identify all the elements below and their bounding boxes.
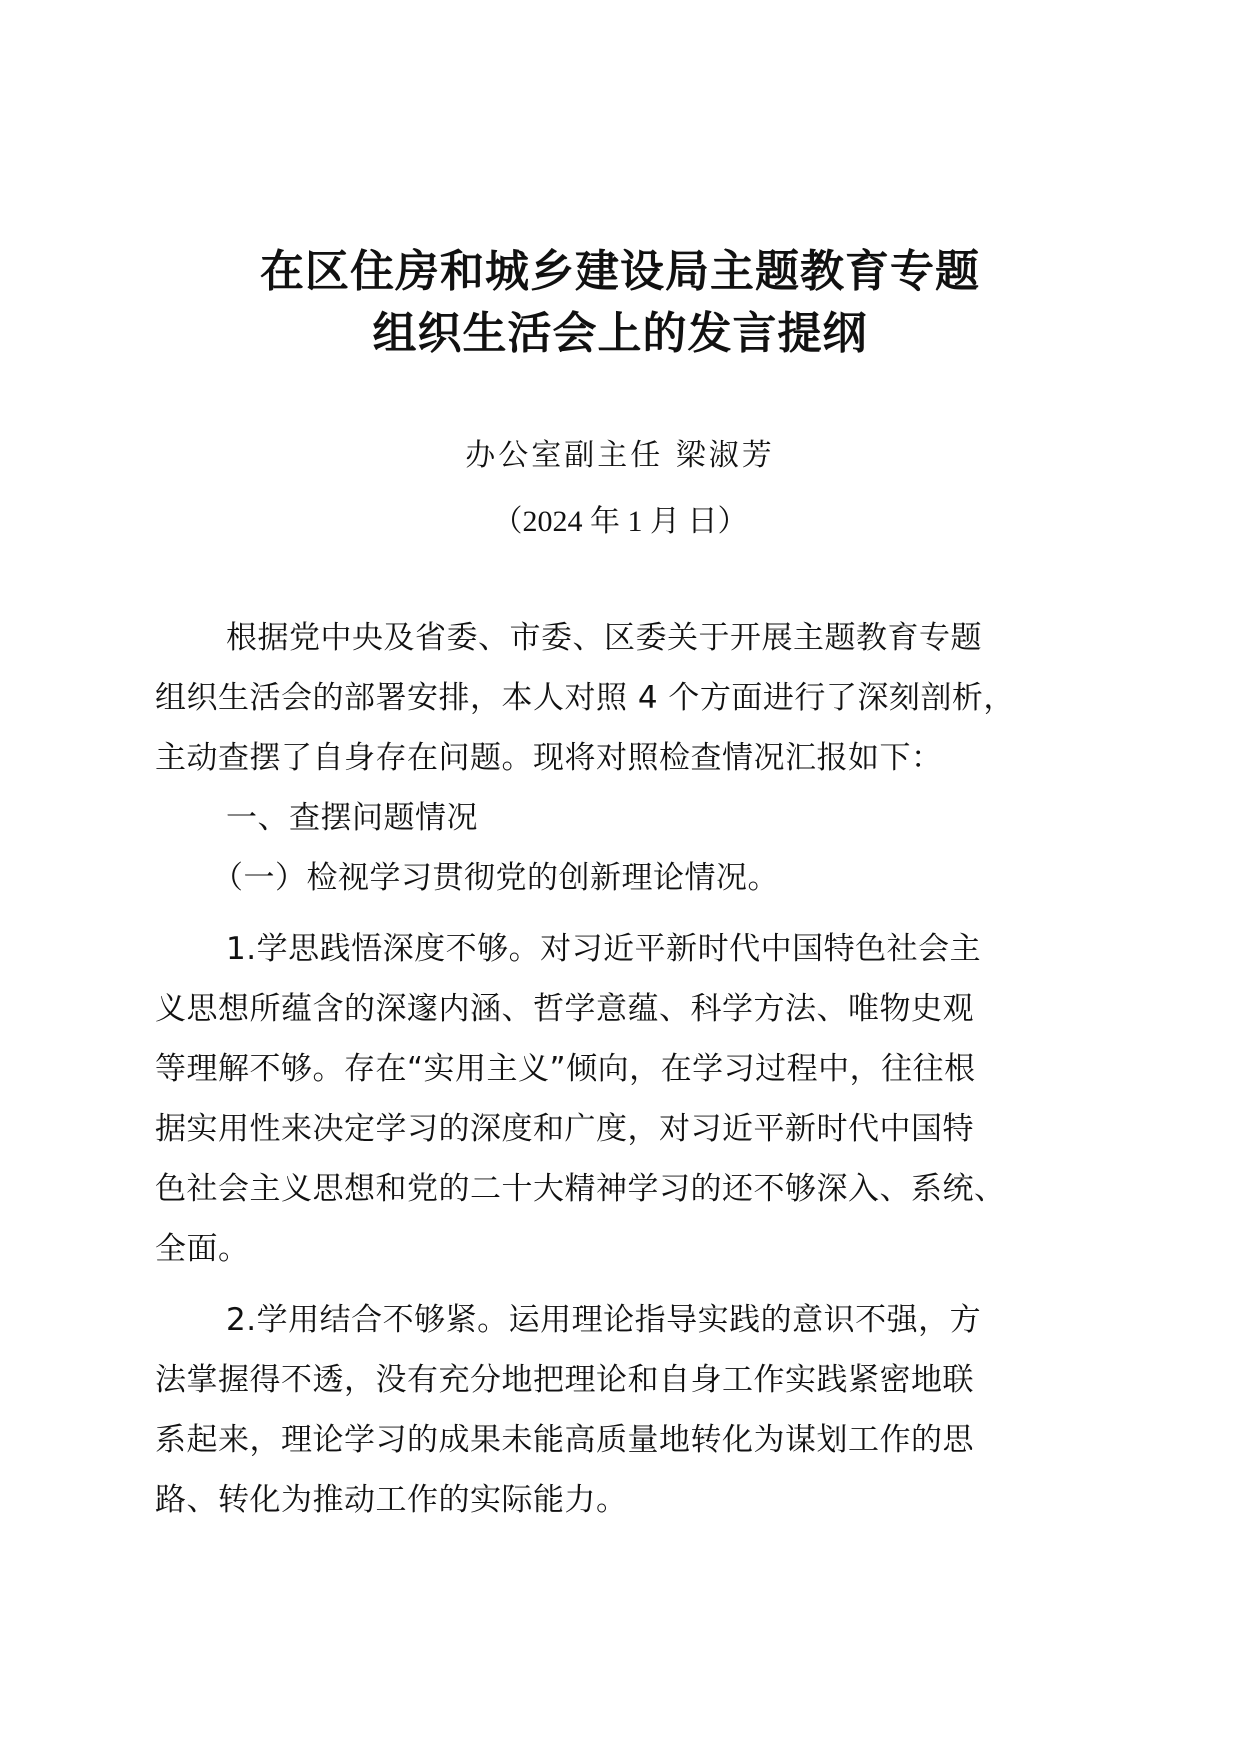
body-line: 组织生活会的部署安排，本人对照 4 个方面进行了深刻剖析，: [155, 680, 1015, 716]
body-line: 主动查摆了自身存在问题。现将对照检查情况汇报如下：: [155, 740, 943, 776]
document-title-line-2: 组织生活会上的发言提纲: [372, 308, 868, 359]
body-line: 全面。: [155, 1231, 250, 1267]
body-line: 法掌握得不透，没有充分地把理论和自身工作实践紧密地联: [155, 1362, 974, 1398]
body-line: 根据党中央及省委、市委、区委关于开展主题教育专题: [226, 620, 982, 656]
subsection-heading: （一）检视学习贯彻党的创新理论情况。: [212, 860, 779, 896]
date-line: （2024 年 1 月 日）: [492, 505, 748, 538]
document-title-line-1: 在区住房和城乡建设局主题教育专题: [260, 246, 980, 297]
section-heading: 一、查摆问题情况: [226, 800, 478, 836]
body-line: 等理解不够。存在“实用主义”倾向，在学习过程中，往往根: [155, 1051, 976, 1087]
body-line: 1.学思践悟深度不够。对习近平新时代中国特色社会主: [226, 931, 982, 967]
author-line: 办公室副主任 梁淑芳: [465, 438, 775, 473]
body-line: 据实用性来决定学习的深度和广度，对习近平新时代中国特: [155, 1111, 974, 1147]
body-line: 2.学用结合不够紧。运用理论指导实践的意识不强，方: [226, 1302, 982, 1338]
body-line: 路、转化为推动工作的实际能力。: [155, 1482, 628, 1518]
body-line: 系起来，理论学习的成果未能高质量地转化为谋划工作的思: [155, 1422, 974, 1458]
body-line: 义思想所蕴含的深邃内涵、哲学意蕴、科学方法、唯物史观: [155, 991, 974, 1027]
body-line: 色社会主义思想和党的二十大精神学习的还不够深入、系统、: [155, 1171, 1006, 1207]
